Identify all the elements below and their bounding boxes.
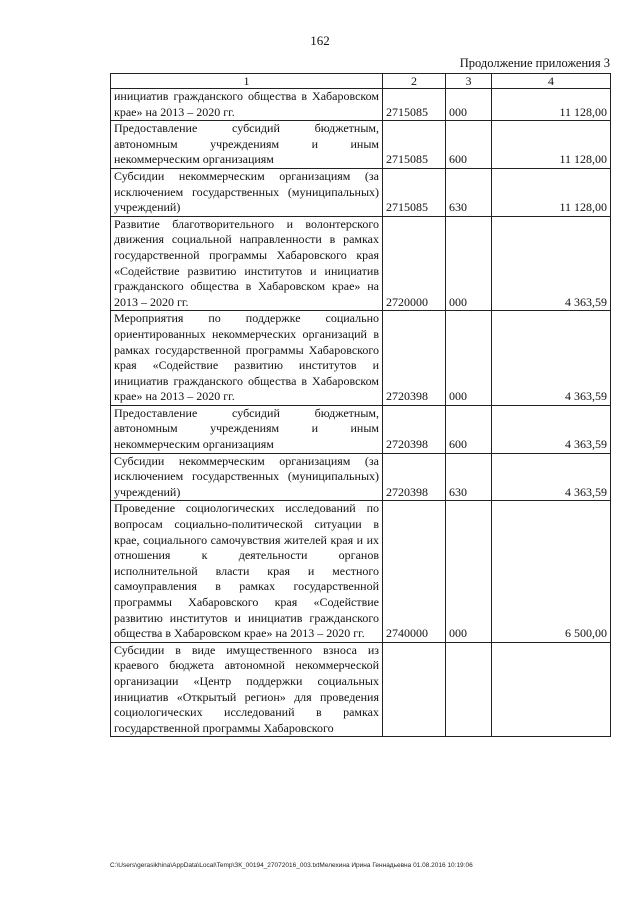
- row-code: 2715085: [383, 121, 446, 169]
- table-row: [111, 216, 611, 311]
- row-code: 2720398: [383, 405, 446, 453]
- row-expense-type: 630: [446, 453, 492, 501]
- row-description: Мероприятия по поддержке социально ориентированных некоммерческих организаций в рамках государственной программы Хабаровского края «Содействие развитию институтов и инициатив гражданского общества в Хабаровском крае» на 2013 – 2020 гг.: [111, 311, 383, 406]
- budget-table: [110, 73, 611, 737]
- row-description: инициатив гражданского общества в Хабаровском крае» на 2013 – 2020 гг.: [111, 89, 383, 121]
- header-col-1: 1: [111, 74, 383, 89]
- row-amount: 4 363,59: [492, 311, 611, 406]
- row-amount: 11 128,00: [492, 168, 611, 216]
- row-code: 2715085: [383, 89, 446, 121]
- row-expense-type: 000: [446, 501, 492, 642]
- page-number: 162: [310, 33, 330, 48]
- table-row: [111, 168, 611, 216]
- table-row: [111, 121, 611, 169]
- row-expense-type: 000: [446, 216, 492, 311]
- file-path-footer: C:\Users\gerasikhina\AppData\Local\Temp\ЗК_00194_27072016_003.txtМелехина Ирина Геннадьевна 01.08.2016 10:19:06: [110, 862, 473, 869]
- row-description: Проведение социологических исследований по вопросам социально-политической ситуации в крае, социального самочувствия жителей края и их отношения к деятельности органов исполнительной власти края и местного самоуправления в рамках государственной программы Хабаровского края «Содействие развитию институтов и инициатив гражданского общества в Хабаровском крае» на 2013 – 2020 гг.: [111, 501, 383, 642]
- row-code: [383, 642, 446, 737]
- continuation-label: Продолжение приложения 3: [459, 56, 610, 70]
- table-row: [111, 501, 611, 642]
- table-header-row: [111, 74, 611, 89]
- row-code: 2715085: [383, 168, 446, 216]
- row-description: Субсидии в виде имущественного взноса из краевого бюджета автономной некоммерческой организации «Центр поддержки социальных инициатив «Открытый регион» для проведения социологических исследований в рамках государственной программы Хабаровского: [111, 642, 383, 737]
- row-code: 2740000: [383, 501, 446, 642]
- row-expense-type: 600: [446, 405, 492, 453]
- row-description: Предоставление субсидий бюджетным, автономным учреждениям и иным некоммерческим организациям: [111, 121, 383, 169]
- row-description: Предоставление субсидий бюджетным, автономным учреждениям и иным некоммерческим организациям: [111, 405, 383, 453]
- header-col-3: 3: [446, 74, 492, 89]
- table-row: [111, 405, 611, 453]
- row-amount: 11 128,00: [492, 89, 611, 121]
- row-expense-type: 000: [446, 89, 492, 121]
- header-col-2: 2: [383, 74, 446, 89]
- row-expense-type: 630: [446, 168, 492, 216]
- table-row: [111, 311, 611, 406]
- table-row: [111, 89, 611, 121]
- table-row: [111, 453, 611, 501]
- row-expense-type: [446, 642, 492, 737]
- row-expense-type: 000: [446, 311, 492, 406]
- row-amount: [492, 642, 611, 737]
- row-code: 2720398: [383, 311, 446, 406]
- header-col-4: 4: [492, 74, 611, 89]
- row-description: Субсидии некоммерческим организациям (за исключением государственных (муниципальных) учреждений): [111, 453, 383, 501]
- row-amount: 6 500,00: [492, 501, 611, 642]
- row-description: Субсидии некоммерческим организациям (за исключением государственных (муниципальных) учреждений): [111, 168, 383, 216]
- row-amount: 4 363,59: [492, 453, 611, 501]
- row-expense-type: 600: [446, 121, 492, 169]
- row-amount: 4 363,59: [492, 405, 611, 453]
- row-description: Развитие благотворительного и волонтерского движения социальной направленности в рамках государственной программы Хабаровского края «Содействие развитию институтов и инициатив гражданского общества в Хабаровском крае» на 2013 – 2020 гг.: [111, 216, 383, 311]
- table-row: [111, 642, 611, 737]
- row-amount: 11 128,00: [492, 121, 611, 169]
- row-code: 2720000: [383, 216, 446, 311]
- row-amount: 4 363,59: [492, 216, 611, 311]
- row-code: 2720398: [383, 453, 446, 501]
